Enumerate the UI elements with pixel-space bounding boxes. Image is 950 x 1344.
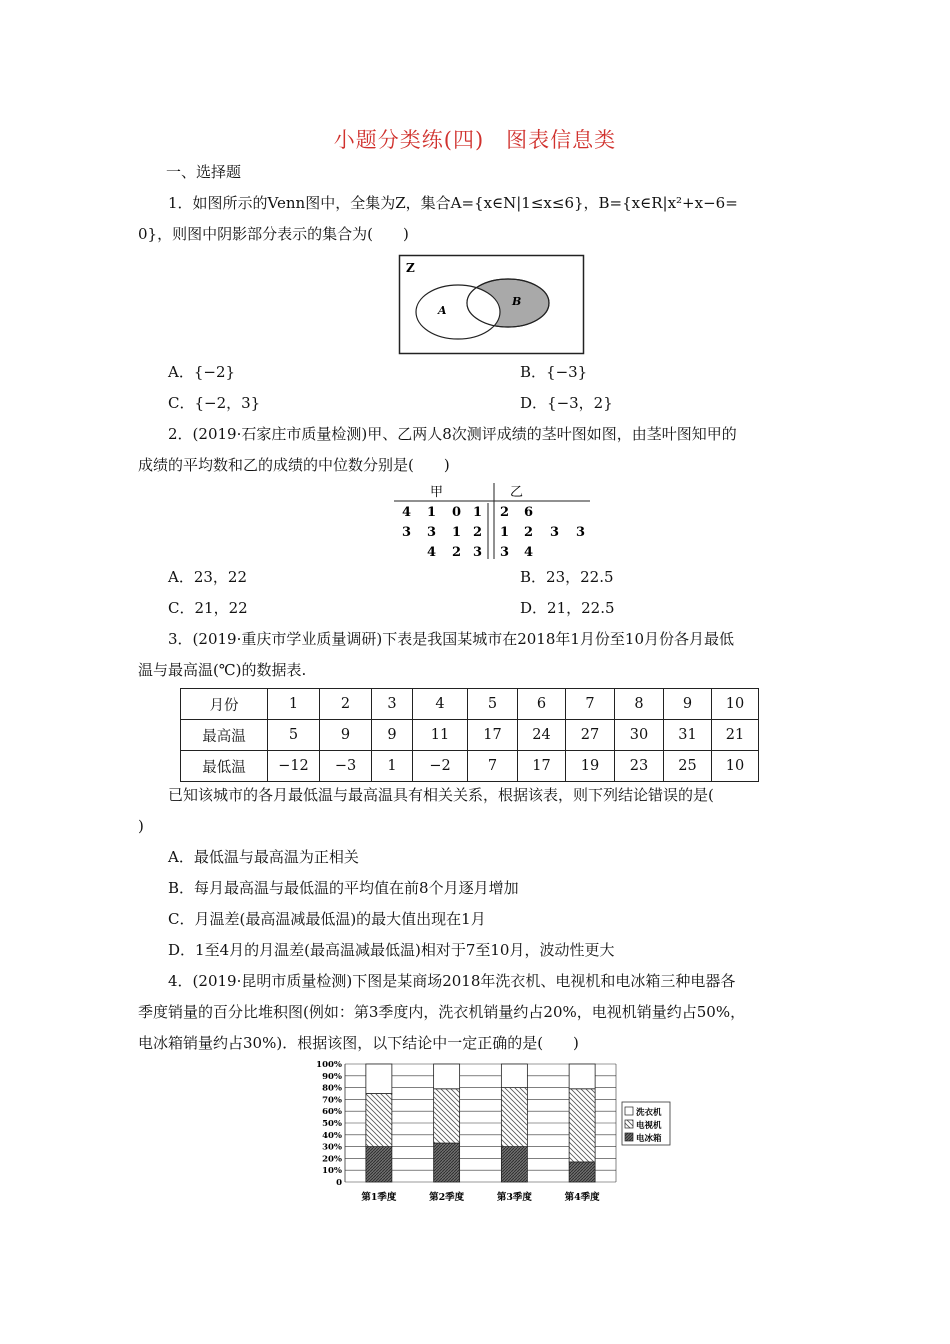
table-cell: 8 (615, 689, 664, 720)
q2-text-line2: 成绩的平均数和乙的成绩的中位数分别是( ) (138, 456, 450, 474)
table-cell: 17 (468, 720, 518, 751)
table-cell: 23 (615, 751, 664, 782)
table-cell: 21 (712, 720, 759, 751)
venn-diagram (398, 254, 586, 356)
stem-value: 3 (473, 545, 483, 560)
q3-option-a: A．最低温与最高温为正相关 (168, 848, 359, 866)
y-tick-label: 60% (322, 1107, 342, 1118)
leaf-right: 1 (500, 525, 510, 540)
y-tick-label: 50% (322, 1119, 342, 1129)
legend-label: 洗衣机 (636, 1108, 662, 1118)
table-cell: 6 (518, 689, 566, 720)
q4-text-line3: 电冰箱销量约占30%)．根据该图，以下结论中一定正确的是( ) (138, 1034, 579, 1052)
q3-option-d: D．1至4月的月温差(最高温减最低温)相对于7至10月，波动性更大 (168, 941, 615, 959)
table-cell: 2 (320, 689, 372, 720)
q2-option-c: C．21，22 (168, 599, 248, 617)
stem-value: 2 (473, 525, 483, 540)
table-cell: 4 (413, 689, 468, 720)
q1-text-line2: 0}，则图中阴影部分表示的集合为( ) (138, 225, 409, 243)
table-cell: 9 (664, 689, 712, 720)
q3-option-c: C．月温差(最高温减最低温)的最大值出现在1月 (168, 910, 486, 928)
leaf-left: 3 (427, 525, 437, 540)
y-tick-label: 70% (322, 1095, 342, 1106)
table-row (181, 751, 759, 782)
leaf-left: 4 (402, 505, 412, 520)
y-tick-label: 20% (322, 1154, 342, 1165)
leaf-right: 3 (550, 525, 560, 540)
bar-segment (366, 1147, 392, 1182)
leaf-left: 0 (452, 505, 462, 520)
table-cell: 1 (268, 689, 320, 720)
table-cell: 9 (320, 720, 372, 751)
table-cell: 5 (268, 720, 320, 751)
table-cell: 最低温 (181, 751, 268, 782)
stem-leaf-plot (390, 481, 595, 561)
bar-segment (501, 1088, 527, 1147)
q2-text-line1: 2．(2019·石家庄市质量检测)甲、乙两人8次测评成绩的茎叶图如图，由茎叶图知甲的 (168, 425, 737, 443)
q1-option-d: D．{−3，2} (520, 394, 613, 412)
bar-segment (569, 1064, 595, 1089)
leaf-right: 6 (524, 505, 534, 520)
y-tick-label: 0 (336, 1178, 342, 1188)
bar-segment (569, 1089, 595, 1162)
leaf-left: 1 (427, 505, 437, 520)
q2-option-b: B．23，22.5 (520, 568, 614, 586)
stacked-bar-chart (310, 1058, 690, 1206)
table-cell: 月份 (181, 689, 268, 720)
leaf-left: 1 (452, 525, 462, 540)
q1-option-a: A．{−2} (168, 363, 236, 381)
legend-swatch (625, 1133, 633, 1141)
leaf-right: 4 (524, 545, 534, 560)
q1-text-line1: 1．如图所示的Venn图中，全集为Z，集合A={x∈N|1≤x≤6}，B={x∈R|x²+x−6= (168, 194, 738, 212)
legend-swatch (625, 1120, 633, 1128)
q4-text-line2: 季度销量的百分比堆积图(例如：第3季度内，洗衣机销量约占20%，电视机销量约占50%， (138, 1003, 746, 1021)
bar-segment (366, 1094, 392, 1147)
table-header-row (181, 689, 759, 720)
venn-label-z: Z (406, 261, 415, 275)
temperature-table (180, 688, 759, 782)
leaf-right: 3 (500, 545, 510, 560)
table-cell: 30 (615, 720, 664, 751)
bar-segment (569, 1162, 595, 1182)
table-cell: 9 (372, 720, 413, 751)
q2-option-a: A．23，22 (168, 568, 248, 586)
table-cell: 5 (468, 689, 518, 720)
table-cell: −12 (268, 751, 320, 782)
legend-label: 电冰箱 (636, 1134, 662, 1144)
q3-text-line2: 温与最高温(℃)的数据表. (138, 661, 307, 679)
bar-segment (434, 1143, 460, 1182)
y-tick-label: 80% (322, 1083, 342, 1094)
table-cell: 27 (566, 720, 615, 751)
x-category-label: 第4季度 (564, 1192, 600, 1203)
leaf-left: 2 (452, 545, 462, 560)
page-title: 小题分类练(四) 图表信息类 (333, 128, 617, 152)
q3-text-line4: ) (138, 817, 144, 835)
leaf-right: 2 (500, 505, 510, 520)
q3-option-b: B．每月最高温与最低温的平均值在前8个月逐月增加 (168, 879, 519, 897)
leaf-left: 3 (402, 525, 412, 540)
table-cell: 19 (566, 751, 615, 782)
bar-segment (434, 1089, 460, 1143)
q1-option-c: C．{−2，3} (168, 394, 261, 412)
x-category-label: 第2季度 (429, 1192, 465, 1203)
section-heading: 一、选择题 (166, 163, 242, 181)
legend-swatch (625, 1107, 633, 1115)
q1-option-b: B．{−3} (520, 363, 588, 381)
x-category-label: 第1季度 (361, 1192, 397, 1203)
table-cell: −2 (413, 751, 468, 782)
bar-segment (366, 1064, 392, 1094)
table-cell: 10 (712, 751, 759, 782)
table-cell: 7 (468, 751, 518, 782)
stem-head-right: 乙 (510, 485, 524, 500)
y-tick-label: 40% (322, 1130, 342, 1141)
venn-label-a: A (438, 304, 447, 317)
stem-value: 1 (473, 505, 483, 520)
stem-head-left: 甲 (430, 485, 444, 500)
table-cell: 1 (372, 751, 413, 782)
y-tick-label: 100% (316, 1060, 342, 1070)
legend-label: 电视机 (636, 1121, 662, 1131)
table-cell: 3 (372, 689, 413, 720)
q4-text-line1: 4．(2019·昆明市质量检测)下图是某商场2018年洗衣机、电视机和电冰箱三种电器各 (168, 972, 736, 990)
q2-option-d: D．21，22.5 (520, 599, 615, 617)
table-cell: 7 (566, 689, 615, 720)
x-category-label: 第3季度 (496, 1192, 532, 1203)
table-cell: 最高温 (181, 720, 268, 751)
table-cell: 17 (518, 751, 566, 782)
leaf-left: 4 (427, 545, 437, 560)
table-cell: −3 (320, 751, 372, 782)
table-cell: 11 (413, 720, 468, 751)
bar-segment (501, 1064, 527, 1088)
leaf-right: 2 (524, 525, 534, 540)
table-cell: 25 (664, 751, 712, 782)
y-tick-label: 30% (322, 1142, 342, 1153)
venn-label-b: B (512, 295, 522, 308)
table-row (181, 720, 759, 751)
bar-segment (501, 1147, 527, 1182)
q3-text-line3: 已知该城市的各月最低温与最高温具有相关关系，根据该表，则下列结论错误的是( (168, 786, 714, 804)
table-cell: 31 (664, 720, 712, 751)
leaf-right: 3 (576, 525, 586, 540)
y-tick-label: 90% (322, 1071, 342, 1082)
table-cell: 24 (518, 720, 566, 751)
table-cell: 10 (712, 689, 759, 720)
q3-text-line1: 3．(2019·重庆市学业质量调研)下表是我国某城市在2018年1月份至10月份各月最低 (168, 630, 734, 648)
bar-segment (434, 1064, 460, 1089)
y-tick-label: 10% (322, 1166, 342, 1177)
